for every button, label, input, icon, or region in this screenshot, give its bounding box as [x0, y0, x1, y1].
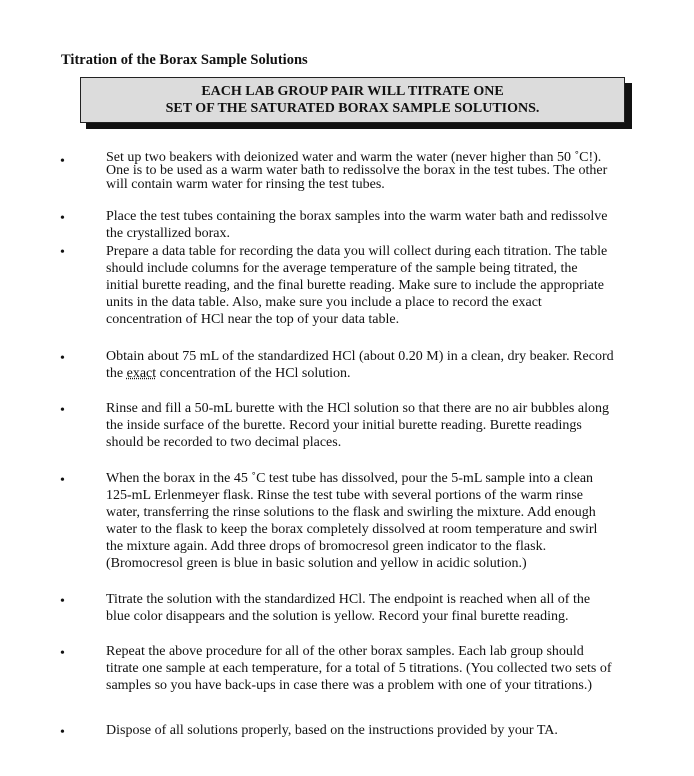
step-text: the: [106, 366, 127, 381]
step-line: 125-mL Erlenmeyer flask. Rinse the test tube with several portions of the warm rinse: [106, 488, 583, 503]
section-title: Titration of the Borax Sample Solutions: [61, 52, 308, 68]
bullet-marker: •: [60, 473, 65, 488]
step-line: the inside surface of the burette. Record your initial burette reading. Burette readings: [106, 418, 582, 433]
bullet-marker: •: [60, 403, 65, 418]
step-line: (Bromocresol green is blue in basic solution and yellow in acidic solution.): [106, 556, 527, 571]
step-line: samples so you have back-ups in case there was a problem with one of your titrations.): [106, 678, 592, 693]
step-line: Repeat the above procedure for all of the other borax samples. Each lab group should: [106, 644, 584, 659]
emphasis-exact: exact: [126, 366, 157, 381]
step-text: concentration of the HCl solution.: [156, 366, 351, 381]
step-4: [106, 348, 666, 382]
bullet-marker: •: [60, 594, 65, 609]
step-6: [106, 470, 666, 572]
step-line: should include columns for the average temperature of the sample being titrated, the: [106, 261, 578, 276]
step-5: [106, 400, 666, 451]
step-line: concentration of HCl near the top of your data table.: [106, 312, 400, 327]
step-line: Place the test tubes containing the borax samples into the warm water bath and redissolve: [106, 209, 608, 224]
step-line: the mixture again. Add three drops of bromocresol green indicator to the flask.: [106, 539, 547, 554]
step-line: units in the data table. Also, make sure you include a place to record the exact: [106, 295, 542, 310]
step-2: [106, 208, 666, 242]
bullet-marker: •: [60, 211, 65, 226]
step-line: Rinse and fill a 50-mL burette with the HCl solution so that there are no air bubbles along: [106, 401, 609, 416]
step-line: should be recorded to two decimal places.: [106, 435, 342, 450]
bullet-marker: •: [60, 646, 65, 661]
step-line: When the borax in the 45 ˚C test tube has dissolved, pour the 5-mL sample into a clean: [106, 471, 594, 486]
step-line: blue color disappears and the solution is yellow. Record your final burette reading.: [106, 609, 569, 624]
step-line: the crystallized borax.: [106, 226, 231, 241]
step-line: [106, 365, 666, 382]
step-line: water to the flask to keep the borax completely dissolved at room temperature and swirl: [106, 522, 598, 537]
step-8: [106, 643, 666, 694]
step-line: initial burette reading, and the final burette reading. Make sure to include the appropriate: [106, 278, 604, 293]
step-3: [106, 243, 666, 328]
step-1: [106, 151, 666, 192]
step-line: Obtain about 75 mL of the standardized HCl (about 0.20 M) in a clean, dry beaker. Record: [106, 349, 614, 364]
bullet-marker: •: [60, 725, 65, 740]
step-line: Set up two beakers with deionized water and warm the water (never higher than 50 ˚C!).: [106, 150, 602, 165]
step-9: [106, 722, 666, 739]
step-line: Prepare a data table for recording the data you will collect during each titration. The table: [106, 244, 608, 259]
step-line: One is to be used as a warm water bath to redissolve the borax in the test tubes. The other: [106, 163, 608, 178]
callout-line-1: EACH LAB GROUP PAIR WILL TITRATE ONE: [201, 84, 504, 99]
step-line: Dispose of all solutions properly, based on the instructions provided by your TA.: [106, 723, 558, 738]
bullet-marker: •: [60, 154, 65, 169]
step-line: water, transferring the rinse solutions to the flask and swirling the mixture. Add enough: [106, 505, 596, 520]
bullet-marker: •: [60, 245, 65, 260]
callout-box: [80, 77, 625, 123]
step-line: Titrate the solution with the standardized HCl. The endpoint is reached when all of the: [106, 592, 591, 607]
bullet-marker: •: [60, 351, 65, 366]
step-line: titrate one sample at each temperature, for a total of 5 titrations. (You collected two sets of: [106, 661, 612, 676]
step-line: will contain warm water for rinsing the test tubes.: [106, 177, 385, 192]
step-7: [106, 591, 666, 625]
callout-line-2: SET OF THE SATURATED BORAX SAMPLE SOLUTIONS.: [165, 101, 540, 116]
